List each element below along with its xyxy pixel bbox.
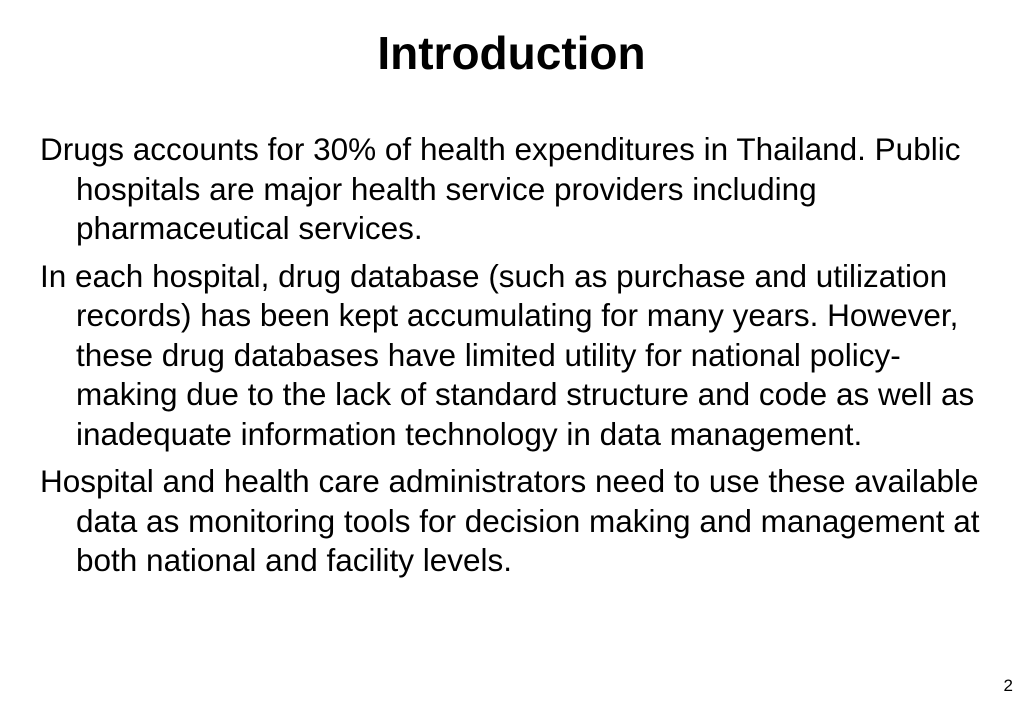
page-number: 2 — [1003, 676, 1013, 695]
paragraph-hospital-database: In each hospital, drug database (such as purchase and utilization records) has been kept accumulating for many years. However, these drug databases have limited utility for national policy-making due to the lack of standard structure and code as well as inadequate information technology in data management. — [40, 257, 975, 452]
paragraph-administrators: Hospital and health care administrators need to use these available data as monitoring tools for decision making and management at both national and facility levels. — [40, 463, 980, 578]
paragraph-drug-expenditure: Drugs accounts for 30% of health expenditures in Thailand. Public hospitals are major health service providers including pharmaceutical services. — [40, 131, 961, 246]
slide-title: Introduction — [377, 27, 646, 79]
slide-body — [40, 130, 1000, 589]
